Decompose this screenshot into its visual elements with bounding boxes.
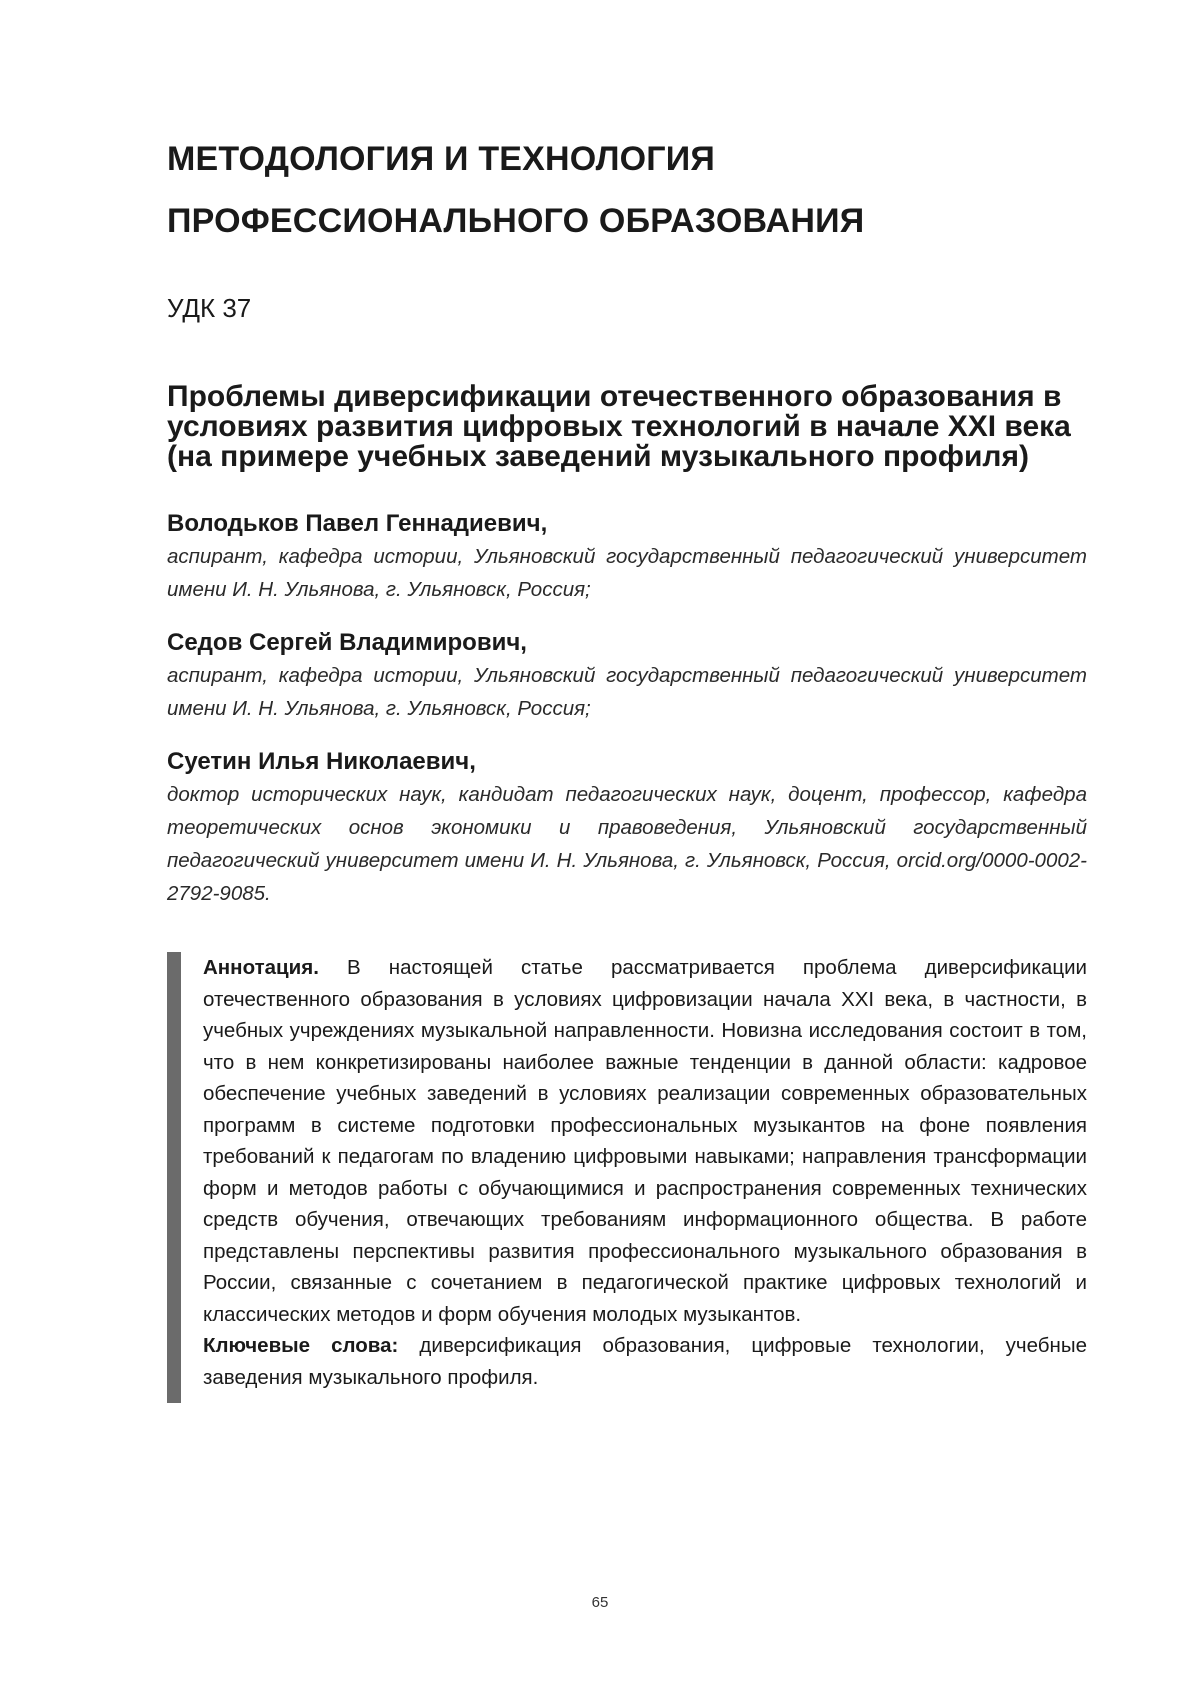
- keywords-label: Ключевые слова:: [203, 1334, 399, 1357]
- article-title: Проблемы диверсификации отечественного образования в условиях развития цифровых технологий в начале XXI века (на примере учебных заведений музыкального профиля): [167, 380, 1071, 473]
- author-name: Володьков Павел Геннадиевич,: [167, 510, 548, 537]
- author-block: [167, 627, 1087, 725]
- author-block: [167, 508, 1087, 606]
- abstract-box: [167, 952, 1087, 1403]
- author-block: [167, 746, 1087, 910]
- udk-code: УДК 37: [167, 293, 252, 323]
- author-affiliation: аспирант, кафедра истории, Ульяновский государственный педагогический университет имени И. Н. Ульянова, г. Ульяновск, Россия;: [167, 664, 1087, 720]
- abstract-body: [203, 952, 1087, 1393]
- abstract-label: Аннотация.: [203, 956, 319, 979]
- abstract-side-bar: [167, 952, 181, 1403]
- author-affiliation: аспирант, кафедра истории, Ульяновский государственный педагогический университет имени И. Н. Ульянова, г. Ульяновск, Россия;: [167, 545, 1087, 601]
- author-name: Суетин Илья Николаевич,: [167, 748, 476, 775]
- author-name: Седов Сергей Владимирович,: [167, 629, 527, 656]
- author-affiliation: доктор исторических наук, кандидат педагогических наук, доцент, профессор, кафедра теоретических основ экономики и правоведения, Ульяновский государственный педагогический университет имени И. Н. Ульянова, г. Ульяновск, Россия, orcid.org/0000-0002-2792-9085.: [167, 783, 1087, 905]
- keywords-text: диверсификация образования, цифровые технологии, учебные заведения музыкального профиля.: [203, 1334, 1087, 1389]
- section-heading: МЕТОДОЛОГИЯ И ТЕХНОЛОГИЯ ПРОФЕССИОНАЛЬНОГО ОБРАЗОВАНИЯ: [167, 140, 865, 240]
- abstract-text: В настоящей статье рассматривается проблема диверсификации отечественного образования в условиях цифровизации начала XXI века, в частности, в учебных учреждениях музыкальной направленности. Новизна исследования состоит в том, что в нем конкретизированы наиболее важные тенденции в данной области: кадровое обеспечение учебных заведений в условиях реализации современных образовательных программ в системе подготовки профессиональных музыкантов на фоне появления требований к педагогам по владению цифровыми навыками; направления трансформации форм и методов работы с обучающимися и распространения современных технических средств обучения, отвечающих требованиям информационного общества. В работе представлены перспективы развития профессионального музыкального образования в России, связанные с сочетанием в педагогической практике цифровых технологий и классических методов и форм обучения молодых музыкантов.: [203, 956, 1087, 1326]
- page-number: 65: [591, 1594, 609, 1611]
